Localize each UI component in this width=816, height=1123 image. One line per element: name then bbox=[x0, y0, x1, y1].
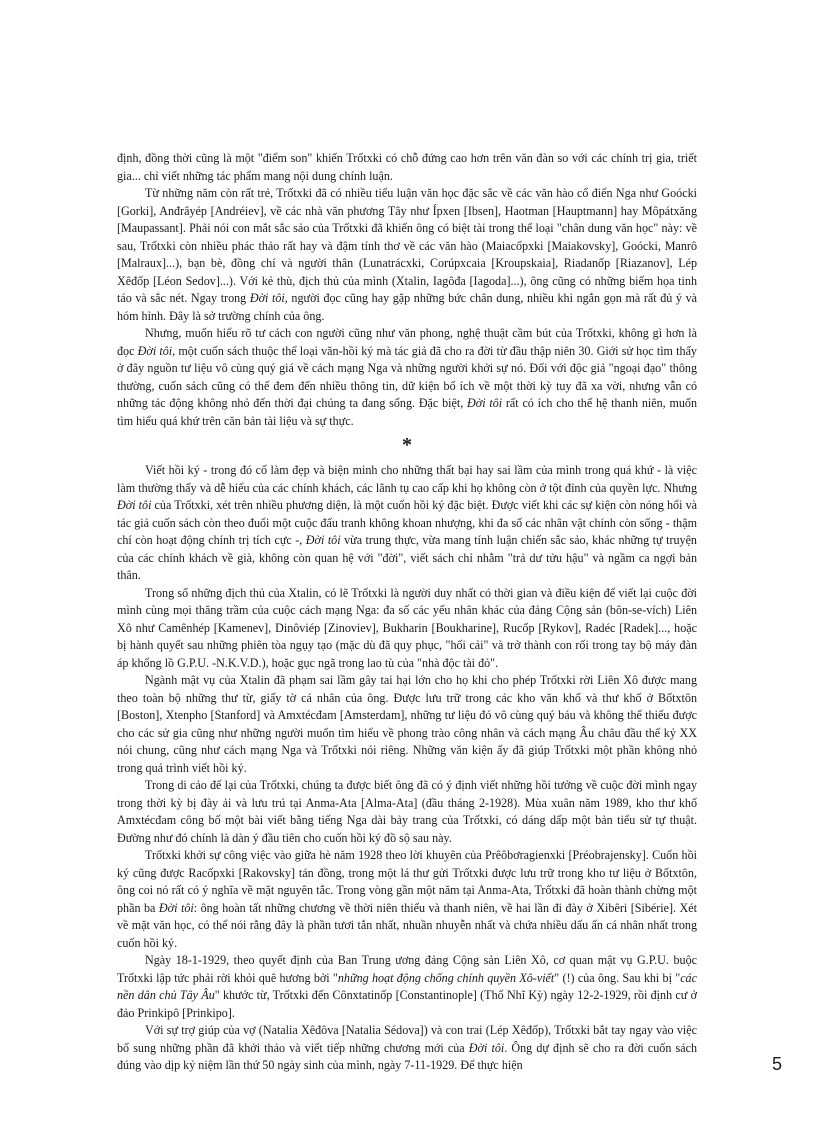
text-run: vừa trung thực, vừa mang tính luận chiến sắc sảo, khác những tự truyện của các chính khách về già, không còn quan hệ với "đời", viết sách chỉ nhằm "trả dư tửu hậu" và ngầm ca ngợi bản thân. bbox=[117, 533, 697, 582]
text-run: Ngày 18-1-1929, theo quyết định của Ban Trung ương đảng Cộng sản Liên Xô, cơ quan mật vụ G.P.U. buộc Trốtxki lập tức phải rời khỏi quê hương bởi " bbox=[117, 953, 697, 985]
text-run: định, đồng thời cũng là một "điểm son" khiến Trốtxki có chỗ đứng cao hơn trên văn đàn so với các chính trị gia, triết gia... chỉ viết những tác phẩm mang nội dung chính luận. bbox=[117, 151, 697, 183]
paragraph bbox=[117, 1022, 697, 1075]
paragraph bbox=[117, 150, 697, 185]
paragraph bbox=[117, 952, 697, 1022]
text-run: " khước từ, Trốtxki đến Cônxtatinốp [Constantinople] (Thổ Nhĩ Kỳ) ngày 12-2-1929, rồi định cư ở đảo Prinkipô [Prinkipo]. bbox=[117, 988, 697, 1020]
text-run: . Ông dự định sẽ cho ra đời cuốn sách đúng vào dịp kỷ niệm lần thứ 50 ngày sinh của mình, ngày 7-11-1929. Để thực hiện bbox=[117, 1040, 697, 1072]
text-run: : ông hoàn tất những chương về thời niên thiếu và thanh niên, về hai lần đi đày ở Xibêri [Sibérie]. Xét về mặt văn học, có thể nói rằng đây là phần tươi tắn nhất, nhuần nhuyễn nhất và chứa nhiều dấu ấn cá nhân nhất trong cuốn hồi ký. bbox=[117, 900, 697, 950]
text-run: Trong di cảo để lại của Trốtxki, chúng ta được biết ông đã có ý định viết những hồi tưởng về cuộc đời mình ngay trong thời kỳ bị đày ải và lưu trú tại Anma-Ata [Alma-Ata] (đầu tháng 2-1928). Mùa xuân năm 1989, kho thư khố Amxtécđam công bố một bài viết bằng tiếng Nga dài bảy trang của Trốtxki, có dáng dấp một bản tiểu sử tự thuật. Đường như đó chính là dàn ý đầu tiên cho cuốn hồi ký đồ sộ sau này. bbox=[117, 778, 697, 845]
italic-run: các nền dân chủ Tây Âu bbox=[117, 970, 697, 1002]
text-run: Từ những năm còn rất trẻ, Trốtxki đã có nhiều tiểu luận văn học đặc sắc về các văn hào cổ điển Nga như Goócki [Gorki], Anđrâyép [Andréiev], về các nhà văn phương Tây như Ípxen [Ibsen], Haotman [Hauptmann] hay Môpátxăng [Maupassant]. Phải nói con mắt sắc sảo của Trốtxki đã khiến ông có biệt tài trong thể loại "chân dung văn học" này: về sau, Trốtxki còn nhiều phác thảo rất hay và đậm tính thơ về các văn hào (Maiacốpxki [Maiakovsky], Goócki, Manrô [Malraux]...), bạn bè, đồng chí và người thân (Lunatrácxki, Corúpxcaia [Kroupskaia], Riadanốp [Riazanov], Lép Xêđốp [Léon Sedov]...). Với kẻ thù, địch thủ của mình (Xtalin, Iagôđa [Iagoda]...), ông cũng có những biếm họa tinh táo và sắc nét. Ngay trong bbox=[117, 186, 697, 305]
italic-run: Đời tôi bbox=[249, 291, 285, 305]
page-number: 5 bbox=[772, 1054, 783, 1074]
text-run: Viết hồi ký - trong đó cố làm đẹp và biện minh cho những thất bại hay sai lầm của mình trong quá khứ - là việc làm thường thấy và dễ hiểu của các chính khách, các lãnh tụ cao cấp khi họ không còn ở tột đỉnh của quyền lực. Nhưng bbox=[117, 463, 697, 495]
text-run: Trong số những địch thủ của Xtalin, có lẽ Trốtxki là người duy nhất có thời gian và điều kiện để viết lại cuộc đời mình cùng mọi thăng trầm của cuộc cách mạng Nga: đa số các yếu nhân khác của đảng Cộng sản (bôn-se-vích) Liên Xô như Camênhép [Kamenev], Dinôviép [Zinoviev], Bukharin [Boukharine], Rucốp [Rykov], Radéc [Radek]..., hoặc bị hành quyết sau những phiên tòa ngụy tạo (mặc dù đã quy phục, "hối cải" và trở thành con rối trong tay bộ máy đàn áp khổng lồ G.P.U. -N.K.V.D.), hoặc gục ngã trong lao tù của "nhà độc tài đỏ". bbox=[117, 585, 697, 670]
text-run: Nhưng, muốn hiểu rõ tư cách con người cũng như văn phong, nghệ thuật cầm bút của Trốtxki, không gì hơn là đọc bbox=[117, 326, 697, 358]
italic-run: Đời tôi bbox=[158, 900, 194, 915]
paragraph bbox=[117, 585, 697, 673]
paragraph bbox=[117, 462, 697, 585]
text-run: , người đọc cũng hay gặp những bức chân dung, nhiều khi ngắn gọn mà rất đủ ý và hóm hỉnh. Đây là sở trường chính của ông. bbox=[117, 291, 698, 323]
italic-run: Đời tôi bbox=[137, 343, 173, 358]
section-separator: * bbox=[402, 434, 412, 456]
paragraph bbox=[117, 847, 697, 952]
italic-run: Đời tôi bbox=[305, 533, 341, 547]
text-run: " (!) của ông. Sau khi bị " bbox=[554, 970, 681, 985]
text-run: , một cuốn sách thuộc thể loại văn-hồi ký mà tác giả đã cho ra đời từ đầu thập niên 30. Giới sử học tìm thấy ở đây nguồn tư liệu vô cùng quý giá về cách mạng Nga và những người khởi sự nó. Đối với độc giả "ngoại đạo" thông thường, cuốn sách cũng có thể đem đến nhiều thông tin, dữ kiện bổ ích về một thời kỳ tuy đã xa vời, nhưng vẫn có những tác động không nhỏ đến thời đại chúng ta đang sống. Đặc biệt, bbox=[117, 343, 697, 410]
text-run: Với sự trợ giúp của vợ (Natalia Xêđôva [Natalia Sédova]) và con trai (Lép Xêđốp), Trốtxki bắt tay ngay vào việc bổ sung những phần đã khởi thảo và viết tiếp những chương mới của bbox=[117, 1023, 697, 1055]
paragraph bbox=[117, 325, 697, 430]
italic-run: Đời tôi bbox=[468, 1040, 505, 1055]
body-text bbox=[117, 150, 697, 1075]
text-run: của Trốtxki, xét trên nhiều phương diện, là một cuốn hồi ký đặc biệt. Được viết khi các sự kiện còn nóng hổi và tác giả cuốn sách còn theo đuổi một cuộc đấu tranh không khoan nhượng, khi đa số các nhân vật chính còn sống - thậm chí còn hoạt động chính trị tích cực -, bbox=[117, 498, 697, 547]
italic-run: Đời tôi bbox=[467, 396, 503, 410]
text-run: rất có ích cho thế hệ thanh niên, muốn tìm hiểu quá khứ trên căn bản tài liệu và sự thực. bbox=[117, 396, 698, 428]
paragraph bbox=[117, 185, 697, 325]
italic-run: Đời tôi bbox=[117, 498, 152, 512]
text-run: Trốtxki khởi sự công việc vào giữa hè năm 1928 theo lời khuyên của Prêôbơragienxki [Préobrajensky]. Cuốn hồi ký cũng được Racốpxki [Rakovsky] tán đồng, trong một lá thư gửi Trốtxki được lưu trữ trong kho tư liệu ở Bốtxtôn, ông coi nó rất có ý nghĩa về mặt nguyên tắc. Trong vòng gần một năm tại Anma-Ata, Trốtxki đã hoàn thành chừng một phần ba bbox=[117, 848, 697, 915]
text-run: Ngành mật vụ của Xtalin đã phạm sai lầm gây tai hại lớn cho họ khi cho phép Trốtxki rời Liên Xô được mang theo toàn bộ những thư từ, giấy tờ cá nhân của ông. Được lưu trữ trong các kho văn khố và thư khố ở Bốtxtôn [Boston], Xtenpho [Stanford] và Amxtécđam [Amsterdam], những tư liệu đó vô cùng quý báu và không thể thiếu được cho các sử gia cũng như những người muốn tìm hiểu về phong trào công nhân và cách mạng Âu châu đầu thế kỷ XX nói chung, cũng như cách mạng Nga và Trốtxki nói riêng. Những văn kiện ấy đã giúp Trốtxki một phần không nhỏ trong quá trình viết hồi ký. bbox=[117, 673, 697, 775]
italic-run: những hoạt động chống chính quyền Xô-viết bbox=[337, 970, 555, 985]
paragraph bbox=[117, 672, 697, 777]
paragraph bbox=[117, 777, 697, 847]
